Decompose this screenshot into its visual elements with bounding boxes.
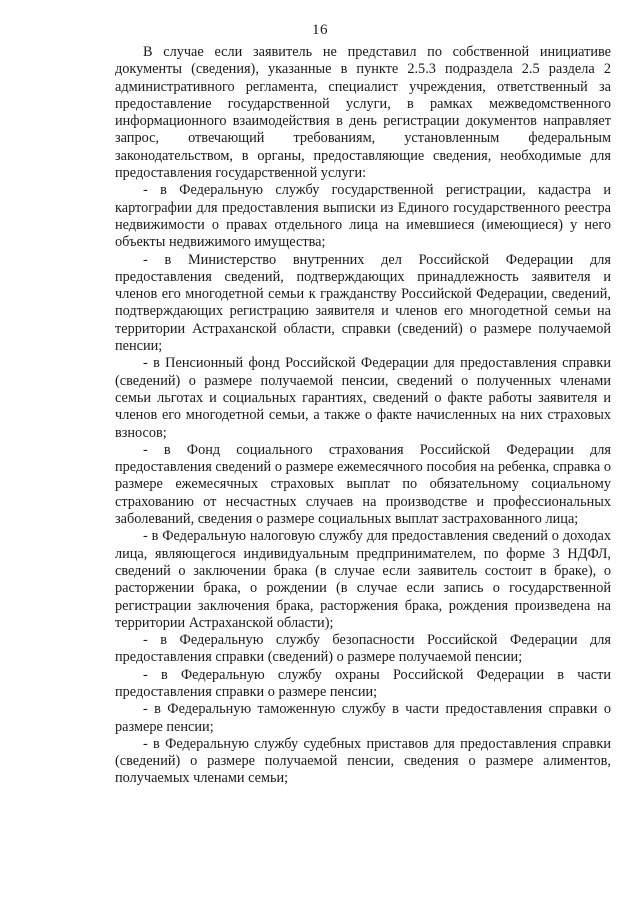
list-item-tax-service: - в Федеральную налоговую службу для предоставления сведений о доходах лица, являющегося индивидуальным предпринимателем, по форме 3 НДФЛ, сведений о заключении брака (в случае если заявитель состоит в браке), о расторжении брака, о рождении (в случае если запись о государственной регистрации заключения брака, расторжения брака, рождения произведена на территории Астраханской области);: [115, 528, 611, 631]
list-item-bailiffs: - в Федеральную службу судебных приставов для предоставления справки (сведений) о размере получаемой пенсии, сведения о размере алиментов, получаемых членами семьи;: [115, 735, 611, 787]
list-item-mvd: - в Министерство внутренних дел Российской Федерации для предоставления сведений, подтверждающих принадлежность заявителя и членов его многодетной семьи к гражданству Российской Федерации, сведений, подтверждающих регистрацию заявителя и членов его многодетной семьи на территории Астраханской области, справки (сведений) о размере получаемой пенсии;: [115, 251, 611, 355]
list-item-rosreestr: - в Федеральную службу государственной регистрации, кадастра и картографии для предоставления выписки из Единого государственного реестра недвижимости о правах отдельного лица на имевшиеся (имеющиеся) у него объекты недвижимого имущества;: [115, 182, 611, 251]
list-item-pension-fund: - в Пенсионный фонд Российской Федерации для предоставления справки (сведений) о размере получаемой пенсии, сведений о полученных членами семьи льготах и социальных гарантиях, сведений о факте работы заявителя и членов его многодетной семьи, а также о факте начисленных на них страховых взносов;: [115, 355, 611, 441]
document-body: [115, 44, 611, 788]
intro-paragraph: В случае если заявитель не представил по собственной инициативе документы (сведения), указанные в пункте 2.5.3 подраздела 2.5 раздела 2 административного регламента, специалист учреждения, ответственный за предоставление государственной услуги, в рамках межведомственного информационного взаимодействия в день регистрации документов направляет запрос, отвечающий требованиям, установленным федеральным законодательством, в органы, предоставляющие сведения, необходимые для предоставления государственной услуги:: [115, 44, 611, 182]
list-item-fso: - в Федеральную службу охраны Российской Федерации в части предоставления справки о размере пенсии;: [115, 666, 611, 700]
list-item-fsb: - в Федеральную службу безопасности Российской Федерации для предоставления справки (сведений) о размере получаемой пенсии;: [115, 632, 611, 666]
list-item-customs: - в Федеральную таможенную службу в части предоставления справки о размере пенсии;: [115, 701, 611, 735]
list-item-social-insurance-fund: - в Фонд социального страхования Российской Федерации для предоставления сведений о размере ежемесячного пособия на ребенка, справка о размере ежемесячных страховых выплат по обязательному социальному страхованию от несчастных случаев на производстве и профессиональных заболеваний, сведения о размере социальных выплат застрахованного лица;: [115, 441, 611, 528]
page-number: 16: [312, 22, 328, 38]
